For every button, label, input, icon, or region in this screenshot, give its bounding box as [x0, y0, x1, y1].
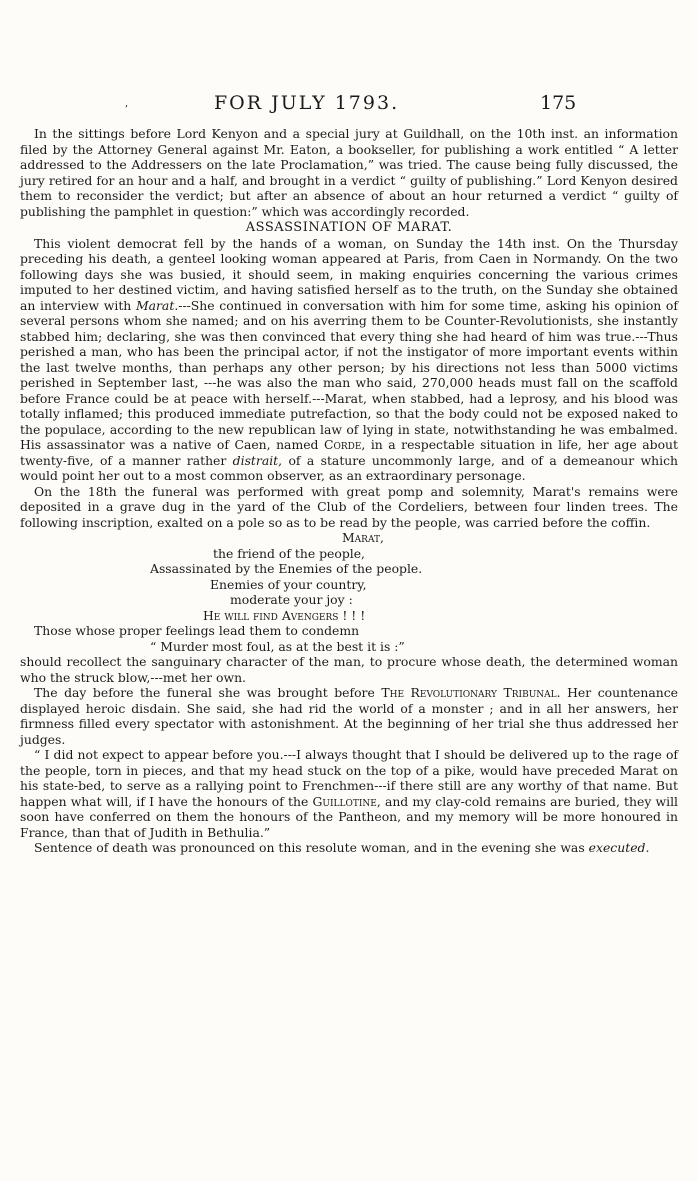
quote-text-b: , and my clay-cold remains are buried, they will soon have conferred on them the honours of the Pantheon, and my memory will be more honoured in France, than that of Judith in Bethulia.”: [20, 793, 679, 840]
executed-word: executed.: [588, 840, 650, 855]
quote-text-a: “ I did not expect to appear before you.---I always thought that I should be delivered up to the rage of the people, torn in pieces, and that my head stuck on the top of a pike, would have preceded Marat on his state-bed, to serve as a rallying point to Frenchmen---if there still are any worthy of that name. But happen what will, if I have the honours of the: [20, 747, 678, 809]
inscription-line: He will find Avengers ! ! !: [203, 607, 366, 623]
marat-text-b: .---She continued in conversation with him for some time, asking his opinion of several persons whom she named; and on his averring them to be Counter-Revolutionists, she instantly stabbed him; declaring, she was then convinced that every thing she had heard of him was true.---Thus perished a man, who has been the principal actor, if not the instigator of more important events within the last twelve months, than perhaps any other person; by his directions not less than 5000 victims perished in September last, ---he was also the man who said, 270,000 heads must fall on the scaffold before France could be at peace with herself.---Marat, when stabbed, had a leprosy, and his blood was totally inflamed; this produced immediate putrefaction, so that the body could not be exposed naked to the populace, according to the new republican law of lying in state, notwithstanding he was embalmed. His assassinator was a native of Caen, named: [20, 297, 678, 452]
funeral-paragraph: On the 18th the funeral was performed with great pomp and solemnity, Marat's remains were deposited in a grave dug in the yard of the Club of the Cordeliers, between four linden trees. The following inscription, exalted on a pole so as to be read by the people, was carried before the coffin.: [20, 483, 678, 530]
distrait-word: distrait: [232, 452, 279, 468]
guillotine-word: Guillotine: [312, 793, 377, 809]
trial-text-b: . Her countenance displayed heroic disdain. She said, she had rid the world of a monster ; and in all her answers, her firmness filled every spectator with astonishment. At the beginning of her trial she thus addressed her judges.: [20, 685, 678, 747]
continuation-paragraph: should recollect the sanguinary character of the man, to procure whose death, the determined woman who the struck blow,---met her own.: [20, 654, 678, 685]
article-body: [20, 126, 678, 856]
inscription-line: Enemies of your country,: [210, 576, 367, 592]
inscription-line: Assassinated by the Enemies of the people.: [150, 561, 423, 576]
marat-name: Marat: [135, 297, 175, 313]
marat-paragraph: [20, 236, 678, 484]
eaton-paragraph: In the sittings before Lord Kenyon and a special jury at Guildhall, on the 10th inst. an information filed by the Attorney General against Mr. Eaton, a bookseller, for publishing a work entitled “ A letter addressed to the Addressers on the late Proclamation,” was tried. The cause being fully discussed, the jury retired for an hour and a half, and brought in a verdict “ guilty of publishing.” Lord Kenyon desired them to reconsider the verdict; but after an absence of about an hour returned a verdict “ guilty of publishing the pamphlet in question:” which was accordingly recorded.: [20, 126, 678, 219]
inscription-line: moderate your joy :: [230, 592, 353, 607]
quote-paragraph: [20, 747, 678, 840]
page-number: 175: [540, 92, 577, 114]
corde-name: Corde: [323, 437, 362, 452]
continuation-line: Those whose proper feelings lead them to condemn: [34, 623, 360, 638]
page-title: FOR JULY 1793.: [214, 92, 400, 114]
quotation-line: “ Murder most foul, as at the best it is :”: [150, 638, 405, 654]
trial-text-a: The day before the funeral she was brought before: [34, 685, 375, 700]
marat-text-c: , in a respectable situation in life, her age about twenty-five, of a manner rather: [20, 437, 678, 468]
closing-paragraph: [20, 840, 678, 856]
marat-text-d: , of a stature uncommonly large, and of a demeanour which would point her out to a most common observer, as an extraordinary personage.: [20, 452, 678, 483]
section-heading: ASSASSINATION OF MARAT.: [245, 220, 453, 235]
header-mark: ,: [125, 98, 129, 109]
inscription: [20, 530, 678, 623]
running-header: [0, 92, 698, 116]
inscription-line: the friend of the people,: [213, 545, 365, 561]
trial-paragraph: [20, 685, 678, 747]
tribunal-name: The Revolutionary Tribunal: [381, 685, 557, 700]
inscription-line: Marat,: [342, 530, 384, 545]
closing-text: Sentence of death was pronounced on this resolute woman, and in the evening she was: [34, 840, 585, 855]
marat-text-a: This violent democrat fell by the hands of a woman, on Sunday the 14th inst. On the Thursday preceding his death, a genteel looking woman appeared at Paris, from Caen in Normandy. On the two following days she was busied, it should seem, in making enquiries concerning the various crimes imputed to her destined victim, and having satisfied herself as to the truth, on the Sunday she obtained an interview with: [20, 235, 678, 313]
